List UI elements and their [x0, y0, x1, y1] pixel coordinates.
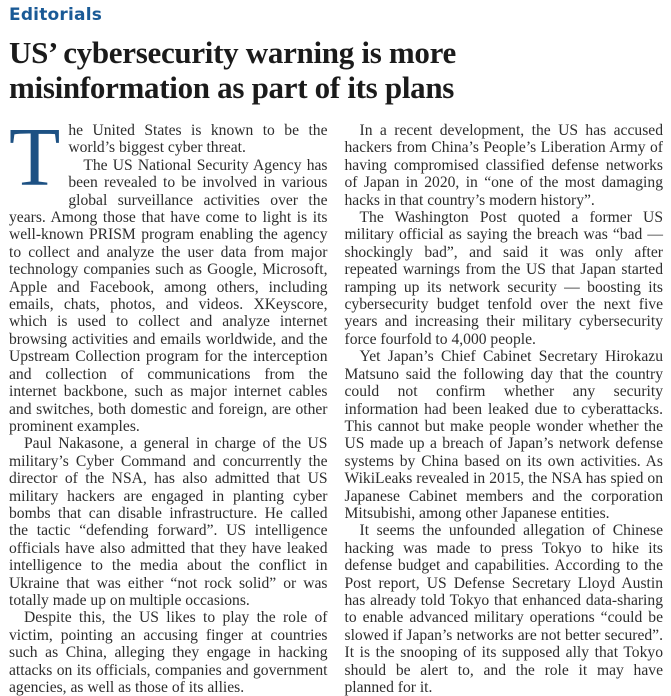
headline — [9, 35, 663, 105]
column-right — [345, 122, 664, 696]
column-left — [9, 111, 328, 696]
paragraph: Yet Japan’s Chief Cabinet Secretary Hirokazu Matsuno said the following day that the country could not confirm whether any security information had been leaked due to cyberattacks. This cannot but make people wonder whether the US made up a breach of Japan’s network defense systems by China based on its own activities. As WikiLeaks revealed in 2015, the NSA has spied on Japanese Cabinet members and the corporation Mitsubishi, among other Japanese entities. — [344, 348, 663, 522]
paragraph-text: he United States is known to be the world’s biggest cyber threat. — [68, 122, 328, 157]
headline-line-1: US’ cybersecurity warning is more — [9, 35, 456, 70]
paragraph: Paul Nakasone, a general in charge of the US military’s Cyber Command and concurrently the director of the NSA, has also admitted that US military hackers are engaged in planting cyber bombs that can disable infrastructure. He called the tactic “defending forward”. US intelligence officials have also admitted that they have leaked intelligence to the media about the conflict in Ukraine that was either “not rock solid” or was totally made up on multiple occasions. — [9, 435, 328, 609]
headline-line-2: misinformation as part of its plans — [9, 70, 455, 105]
drop-cap: T — [9, 111, 61, 204]
paragraph: The Washington Post quoted a former US military official as saying the breach was “bad — shockingly bad”, and said it was only after repeated warnings from the US that Japan started ramping up its network security — boosting its cybersecurity budget tenfold over the next five years and increasing their military cybersecurity force fourfold to 4,000 people. — [344, 209, 663, 348]
article-body — [9, 111, 663, 696]
paragraph-lead — [9, 111, 328, 204]
section-kicker: Editorials — [9, 5, 103, 25]
paragraph: In a recent development, the US has accused hackers from China’s People’s Liberation Army of having compromised classified defense networks of Japan in 2020, in “one of the most damaging hacks in that country’s modern history”. — [344, 122, 663, 209]
paragraph: The US National Security Agency has been revealed to be involved in various global surveillance activities over the years. Among those that have come to light is its well-known PRISM program enabling the agency to collect and analyze the user data from major technology companies such as Google, Microsoft, Apple and Facebook, among others, including emails, chats, photos, and videos. XKeyscore, which is used to collect and analyze internet browsing activities and emails worldwide, and the Upstream Collection program for the interception and collection of communications from the internet backbone, such as major internet cables and switches, both domestic and foreign, are other prominent examples. — [9, 156, 328, 435]
paragraph: Despite this, the US likes to play the role of victim, pointing an accusing finger at countries such as China, alleging they engage in hacking attacks on its officials, companies and government agencies, as well as those of its allies. — [9, 609, 328, 696]
paragraph: It seems the unfounded allegation of Chinese hacking was made to press Tokyo to hike its defense budget and capabilities. According to the Post report, US Defense Secretary Lloyd Austin has already told Tokyo that enhanced data-sharing to enable advanced military operations “could be slowed if Japan’s networks are not better secured”. It is the snooping of its supposed ally that Tokyo should be alert to, and the role it may have planned for it. — [344, 522, 663, 696]
